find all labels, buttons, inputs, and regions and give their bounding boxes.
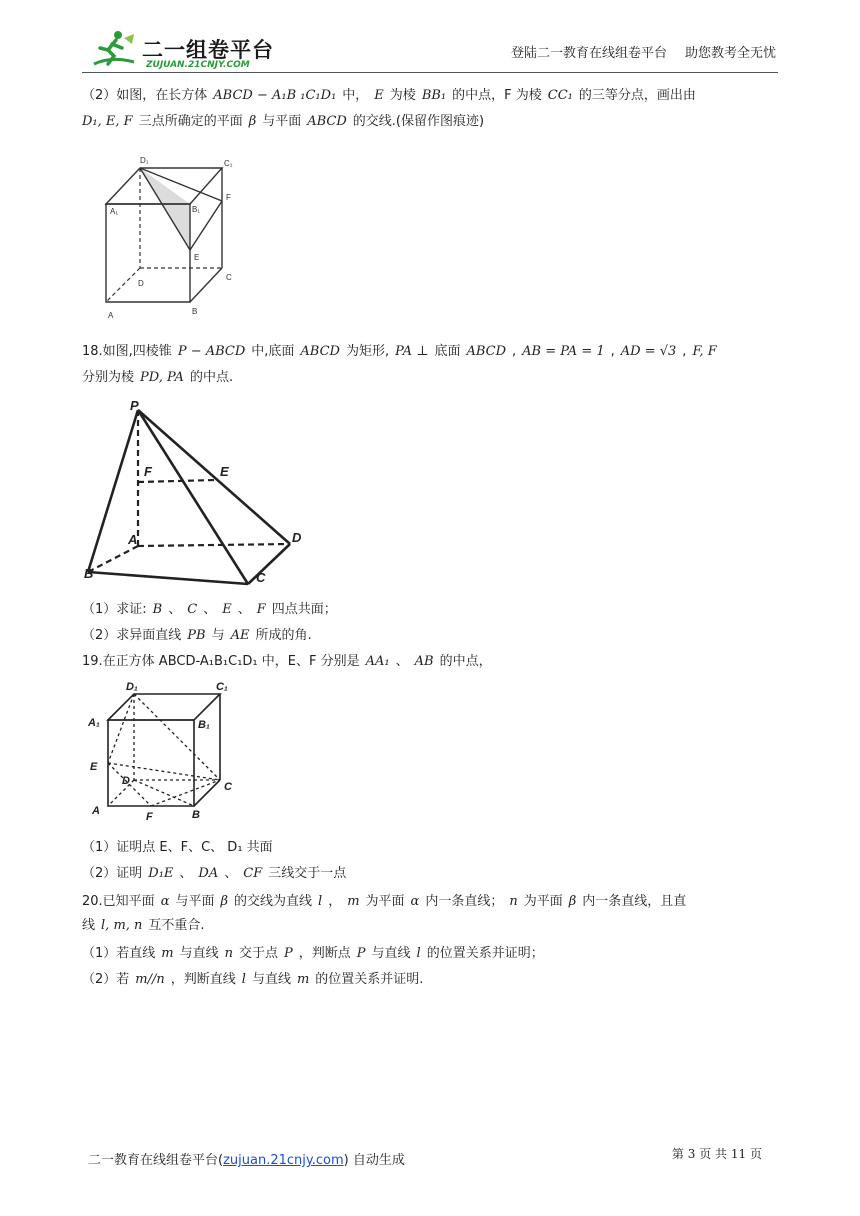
svg-text:C: C <box>224 781 232 793</box>
runner-logo-icon <box>88 28 140 70</box>
figure-q17-cuboid <box>98 150 248 325</box>
q18-line2: 分别为棱 PD, PA 的中点. <box>82 370 234 385</box>
footer-link[interactable]: zujuan.21cnjy.com <box>223 1153 344 1168</box>
svg-text:P: P <box>130 398 139 413</box>
q20-line2: 线 l, m, n 互不重合. <box>82 918 205 933</box>
logo-text: 二一组卷平台 <box>142 38 274 62</box>
q20-line1: 20.已知平面 α 与平面 β 的交线为直线 l ， m 为平面 α 内一条直线； n 为平面 β 内一条直线，且直 <box>82 894 687 909</box>
page-header <box>82 26 778 73</box>
svg-text:E: E <box>90 761 98 773</box>
svg-text:B: B <box>192 809 200 821</box>
q19-sub1: （1）证明点 E、F、C、 D₁ 共面 <box>82 840 273 855</box>
login-link[interactable]: 登陆二一教育在线组卷平台 <box>510 46 667 61</box>
q18-sub2: （2）求异面直线 PB 与 AE 所成的角. <box>82 628 312 643</box>
q20-sub1: （1）若直线 m 与直线 n 交于点 P ，判断点 P 与直线 l 的位置关系并证明； <box>82 946 544 961</box>
svg-text:E: E <box>220 464 229 479</box>
svg-text:A: A <box>128 532 138 547</box>
svg-text:F: F <box>146 811 153 822</box>
svg-text:F: F <box>226 193 231 202</box>
slogan: 助您教考全无忧 <box>684 46 776 61</box>
q17-part2-line1: （2）如图，在长方体 ABCD − A₁B ₁C₁D₁ 中， E 为棱 BB₁ 的中点，F 为棱 CC₁ 的三等分点，画出由 <box>82 88 696 103</box>
svg-text:B: B <box>192 307 198 316</box>
q18-sub1: （1）求证: B 、 C 、 E 、 F 四点共面； <box>82 602 337 617</box>
figure-q19-cube <box>86 680 246 822</box>
svg-text:B₁: B₁ <box>192 205 201 214</box>
svg-text:C: C <box>226 273 232 282</box>
svg-text:C: C <box>256 570 266 585</box>
svg-text:B₁: B₁ <box>198 719 210 731</box>
svg-text:D: D <box>138 279 144 288</box>
svg-text:F: F <box>144 464 152 479</box>
svg-text:B: B <box>84 566 94 581</box>
svg-text:D: D <box>292 530 302 545</box>
q19-sub2: （2）证明 D₁E 、 DA 、 CF 三线交于一点 <box>82 866 347 881</box>
q18-line1: 18.如图,四棱锥 P − ABCD 中,底面 ABCD 为矩形, PA ⊥ 底面 ABCD , AB = PA = 1 , AD = √3 , F, F <box>82 344 717 359</box>
svg-text:D₁: D₁ <box>126 681 138 693</box>
svg-text:A₁: A₁ <box>88 717 100 729</box>
logo-subtext: ZUJUAN.21CNJY.COM <box>146 60 250 70</box>
svg-text:A: A <box>108 311 114 320</box>
svg-text:C₁: C₁ <box>216 681 228 693</box>
svg-text:C₁: C₁ <box>224 159 233 168</box>
svg-text:A₁: A₁ <box>110 207 119 216</box>
footer-source: 二一教育在线组卷平台(zujuan.21cnjy.com) 自动生成 <box>88 1153 405 1168</box>
svg-text:A: A <box>92 805 100 817</box>
svg-text:D: D <box>122 775 130 787</box>
q20-sub2: （2）若 m//n ，判断直线 l 与直线 m 的位置关系并证明. <box>82 972 424 987</box>
svg-text:E: E <box>194 253 200 262</box>
site-logo[interactable] <box>88 28 278 70</box>
page-number: 第 3 页 共 11 页 <box>671 1147 762 1161</box>
q19-line1: 19.在正方体 ABCD-A₁B₁C₁D₁ 中，E、F 分别是 AA₁ 、 AB 的中点， <box>82 654 492 669</box>
header-links <box>511 42 776 61</box>
figure-q18-pyramid <box>84 396 314 588</box>
q17-part2-line2: D₁, E, F 三点所确定的平面 β 与平面 ABCD 的交线.(保留作图痕迹) <box>82 114 485 129</box>
svg-text:D₁: D₁ <box>140 156 149 165</box>
